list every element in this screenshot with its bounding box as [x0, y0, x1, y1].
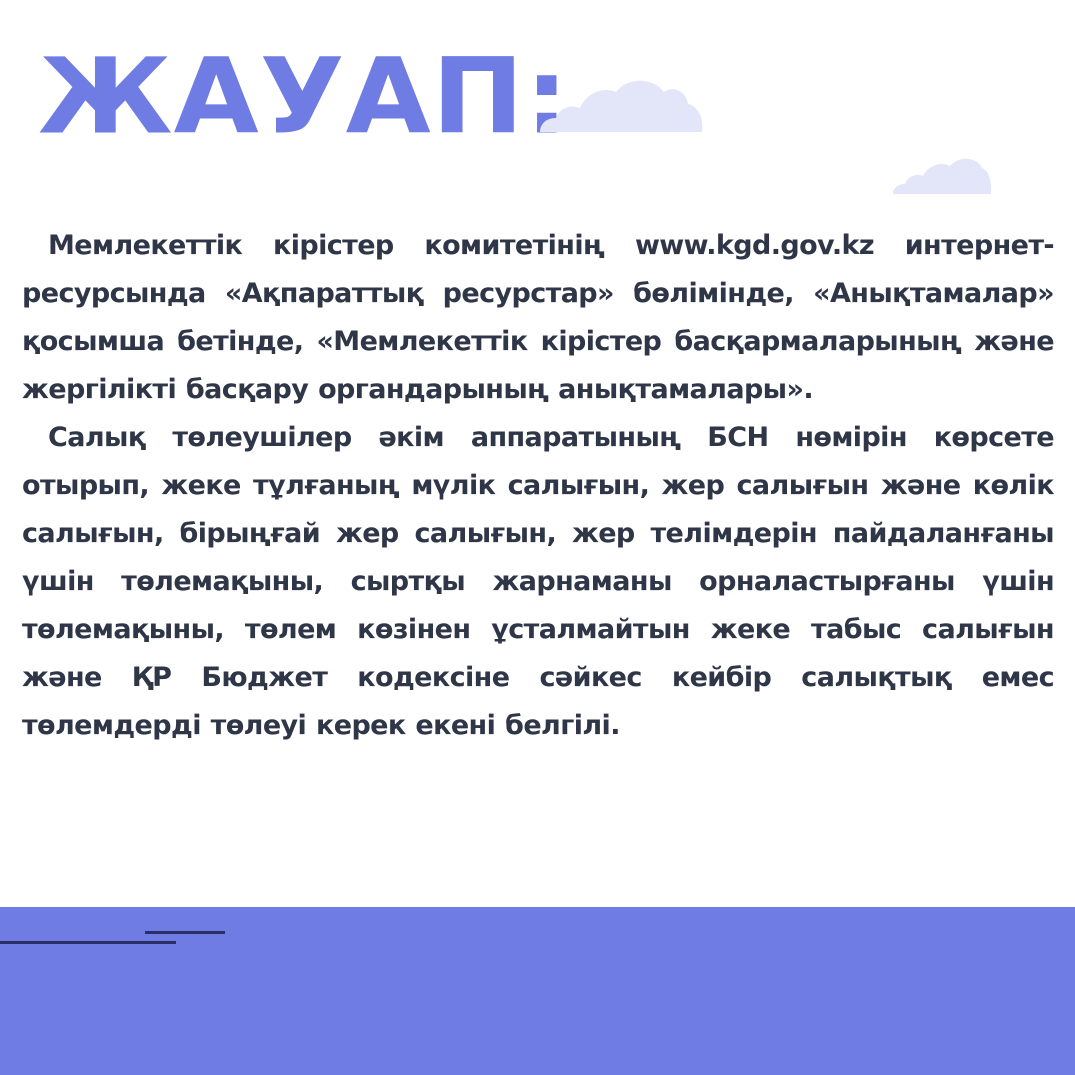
- answer-paragraph: Салық төлеушілер әкім аппаратының БСН нөмірін көрсете отырып, жеке тұлғаның мүлік салығын, жер салығын және көлік салығын, бірыңғай жер салығын, жер телімдерін пайдаланғаны үшін төлемақыны, сыртқы жарнаманы орналастырғаны үшін төлемақыны, төлем көзінен ұсталмайтын жеке табыс салығын және ҚР Бюджет кодексіне сәйкес кейбір салықтық емес төлемдерді төлеуі керек екені белгілі.: [22, 422, 1054, 741]
- decorative-line: [0, 941, 176, 944]
- decorative-line: [145, 931, 225, 934]
- answer-body: [22, 222, 1054, 750]
- page-title: ЖАУАП:: [38, 35, 570, 158]
- answer-paragraph: Мемлекеттік кірістер комитетінің www.kgd.gov.kz интернет-ресурсында «Ақпараттық ресурстар» бөлімінде, «Анықтамалар» қосымша бетінде, «Мемлекеттік кірістер басқармаларының және жергілікті басқару органдарының анықтамалары».: [22, 230, 1054, 405]
- cloud-icon: [536, 74, 706, 136]
- cloud-icon: [890, 152, 994, 196]
